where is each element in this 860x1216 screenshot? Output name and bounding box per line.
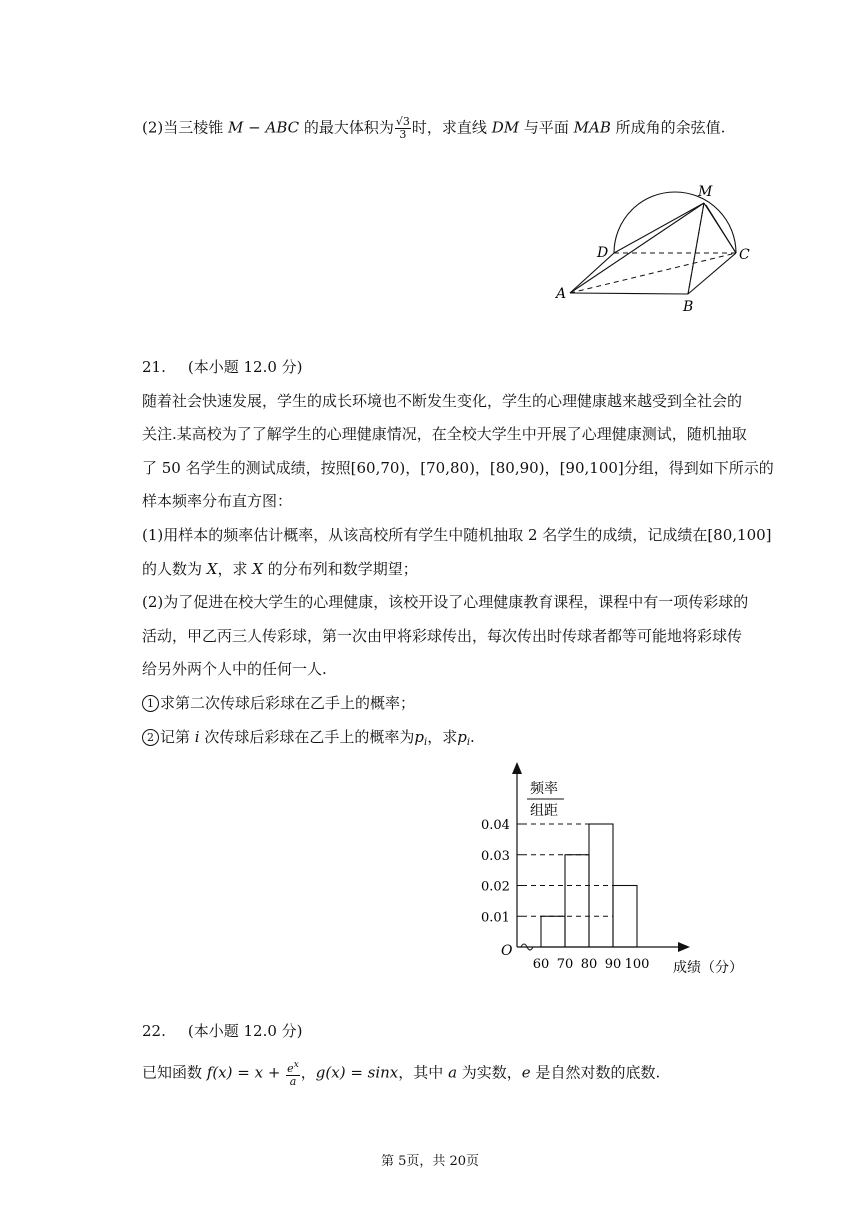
label-a: A xyxy=(556,286,567,302)
histogram-bar xyxy=(589,824,613,947)
frac-den: a xyxy=(289,1075,297,1088)
q21-p1: 随着社会快速发展，学生的成长环境也不断发生变化，学生的心理健康越来越受到全社会的 xyxy=(142,392,743,410)
question-score: (本小题 12.0 分) xyxy=(187,1022,303,1040)
q21-s2b: 活动，甲乙丙三人传彩球，第一次由甲将彩球传出，每次传出时传球者都等可能地将彩球传 xyxy=(142,627,743,645)
text: 已知函数 xyxy=(142,1063,207,1082)
math-p: p xyxy=(457,728,467,746)
q21-p3: 了 50 名学生的测试成绩，按照[60,70)，[70,80)，[80,90)，[90,100]分组，得到如下所示的 xyxy=(142,459,774,477)
y-tick-label: 0.01 xyxy=(481,910,510,926)
circled-number: 2 xyxy=(142,729,159,746)
y-axis-arrow xyxy=(512,762,522,774)
math-g: g(x) = sinx xyxy=(315,1063,399,1082)
label-m: M xyxy=(698,184,713,200)
q21-p4: 样本频率分布直方图： xyxy=(142,492,293,510)
x-tick-label: 60 xyxy=(532,957,550,972)
text: 时，求直线 xyxy=(411,118,492,137)
math-i: i xyxy=(194,728,200,746)
text: 为实数， xyxy=(457,1063,522,1082)
circled-number: 1 xyxy=(142,695,159,712)
text: ， xyxy=(300,1063,316,1082)
q22-body xyxy=(142,1059,660,1088)
frac-num: √3 xyxy=(395,115,410,128)
histogram-bar xyxy=(613,886,637,948)
y-label-top: 频率 xyxy=(530,781,558,797)
q21-s1a: (1)用样本的频率估计概率，从该高校所有学生中随机抽取 2 名学生的成绩，记成绩在[80,100] xyxy=(142,526,772,544)
label-b: B xyxy=(683,299,694,315)
question-number: 22. xyxy=(142,1022,166,1040)
text: 的最大体积为 xyxy=(299,118,394,137)
text: (2)当三棱锥 xyxy=(142,118,229,137)
math-sub-i: i xyxy=(423,737,428,748)
frac-den: 3 xyxy=(399,128,407,141)
math-e: e xyxy=(521,1063,531,1082)
origin-label: O xyxy=(501,943,513,959)
page-footer: 第 5页，共 20页 xyxy=(380,1154,480,1169)
histogram-bar xyxy=(565,855,589,947)
math-x: X xyxy=(252,560,263,578)
text: 次传球后彩球在乙手上的概率为 xyxy=(199,728,415,746)
math-mab: MAB xyxy=(573,118,611,137)
question-number: 21. xyxy=(142,358,166,376)
text: 记第 xyxy=(160,728,195,746)
x-tick-label: 90 xyxy=(604,957,622,972)
q21-p2: 关注.某高校为了了解学生的心理健康情况，在全校大学生中开展了心理健康测试，随机抽取 xyxy=(142,425,747,443)
math-dm: DM xyxy=(491,118,520,137)
math-f: f(x) = x + xyxy=(206,1063,286,1082)
math-x: X xyxy=(206,560,218,578)
q21-s2a: (2)为了促进在校大学生的心理健康，该校开设了心理健康教育课程，课程中有一项传彩球的 xyxy=(142,593,749,611)
label-d: D xyxy=(597,245,609,261)
text: 的分布列和数学期望； xyxy=(262,560,418,578)
math-sub-i: i xyxy=(466,737,471,748)
text: ，求 xyxy=(427,728,458,746)
x-axis-arrow xyxy=(678,942,690,952)
text: ，其中 xyxy=(398,1063,449,1082)
math-a: a xyxy=(448,1063,458,1082)
question-score: (本小题 12.0 分) xyxy=(187,358,303,376)
q22-header xyxy=(142,1021,303,1041)
x-tick-label: 80 xyxy=(580,957,598,972)
text: 所成角的余弦值. xyxy=(610,118,726,137)
math-e: e xyxy=(287,1062,294,1075)
x-axis-label: 成绩（分） xyxy=(673,960,743,976)
fraction-ex-a xyxy=(286,1059,300,1088)
y-label-bottom: 组距 xyxy=(530,803,558,819)
math-sup-x: x xyxy=(293,1060,299,1070)
label-c: C xyxy=(739,247,750,263)
text: 与平面 xyxy=(519,118,574,137)
text: 的人数为 xyxy=(142,560,207,578)
x-tick-label: 70 xyxy=(556,957,574,972)
y-tick-label: 0.03 xyxy=(481,848,510,864)
frac-num xyxy=(286,1059,300,1076)
text: ，求 xyxy=(217,560,253,578)
histogram-bar xyxy=(541,916,565,947)
math-tetra: M − ABC xyxy=(228,118,300,137)
q21-s2c: 给另外两个人中的任何一人. xyxy=(142,660,327,678)
text: 是自然对数的底数. xyxy=(530,1063,661,1082)
text: 求第二次传球后彩球在乙手上的概率； xyxy=(160,694,416,712)
text: . xyxy=(470,728,475,746)
x-tick-label: 100 xyxy=(624,957,650,972)
y-tick-label: 0.04 xyxy=(481,818,510,833)
y-tick-label: 0.02 xyxy=(481,879,510,895)
math-p: p xyxy=(414,728,424,746)
